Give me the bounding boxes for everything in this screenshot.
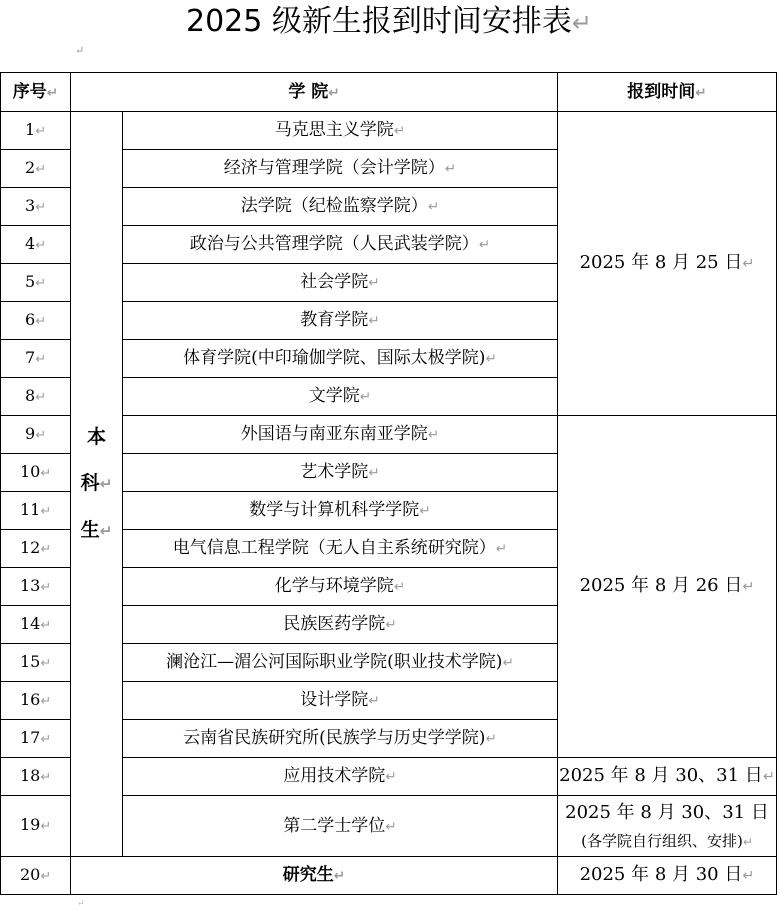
row-number: 17↵ bbox=[1, 720, 71, 758]
report-date-graduate: 2025 年 8 月 30 日↵ bbox=[558, 857, 777, 895]
row-number: 20↵ bbox=[1, 857, 71, 895]
college-name: 外国语与南亚东南亚学院↵ bbox=[123, 416, 558, 454]
table-row-graduate bbox=[1, 857, 777, 895]
college-name: 澜沧江—湄公河国际职业学院(职业技术学院)↵ bbox=[123, 644, 558, 682]
college-name: 艺术学院↵ bbox=[123, 454, 558, 492]
college-name: 教育学院↵ bbox=[123, 302, 558, 340]
row-number: 19↵ bbox=[1, 796, 71, 857]
row-number: 3↵ bbox=[1, 188, 71, 226]
row-number: 11↵ bbox=[1, 492, 71, 530]
row-number: 9↵ bbox=[1, 416, 71, 454]
row-number: 16↵ bbox=[1, 682, 71, 720]
category-undergraduate: 本 科↵ 生↵ bbox=[71, 112, 123, 857]
college-name: 电气信息工程学院（无人自主系统研究院）↵ bbox=[123, 530, 558, 568]
college-name: 体育学院(中印瑜伽学院、国际太极学院)↵ bbox=[123, 340, 558, 378]
row-number: 2↵ bbox=[1, 150, 71, 188]
college-name: 数学与计算机科学学院↵ bbox=[123, 492, 558, 530]
paragraph-mark: ↵ bbox=[75, 44, 85, 57]
row-number: 4↵ bbox=[1, 226, 71, 264]
paragraph-mark-bottom: ↵ bbox=[77, 899, 85, 909]
header-time: 报到时间↵ bbox=[558, 73, 777, 112]
college-name: 文学院↵ bbox=[123, 378, 558, 416]
header-college: 学 院↵ bbox=[71, 73, 558, 112]
row-number: 5↵ bbox=[1, 264, 71, 302]
college-name: 设计学院↵ bbox=[123, 682, 558, 720]
row-number: 1↵ bbox=[1, 112, 71, 150]
college-name: 云南省民族研究所(民族学与历史学学院)↵ bbox=[123, 720, 558, 758]
schedule-table bbox=[0, 72, 777, 895]
row-number: 12↵ bbox=[1, 530, 71, 568]
college-name: 政治与公共管理学院（人民武装学院）↵ bbox=[123, 226, 558, 264]
row-number: 7↵ bbox=[1, 340, 71, 378]
header-seq: 序号↵ bbox=[1, 73, 71, 112]
report-date-row19: 2025 年 8 月 30、31 日 (各学院自行组织、安排)↵ bbox=[558, 796, 777, 857]
row-number: 18↵ bbox=[1, 758, 71, 796]
college-name: 社会学院↵ bbox=[123, 264, 558, 302]
college-name: 民族医药学院↵ bbox=[123, 606, 558, 644]
row-number: 10↵ bbox=[1, 454, 71, 492]
row-number: 14↵ bbox=[1, 606, 71, 644]
college-name: 应用技术学院↵ bbox=[123, 758, 558, 796]
row-number: 6↵ bbox=[1, 302, 71, 340]
college-name: 第二学士学位↵ bbox=[123, 796, 558, 857]
college-name: 经济与管理学院（会计学院）↵ bbox=[123, 150, 558, 188]
header-row bbox=[1, 73, 777, 112]
college-name: 法学院（纪检监察学院）↵ bbox=[123, 188, 558, 226]
row-number: 8↵ bbox=[1, 378, 71, 416]
table-row bbox=[1, 112, 777, 150]
report-date-group1: 2025 年 8 月 25 日↵ bbox=[558, 112, 777, 416]
row19-note: (各学院自行组织、安排) bbox=[581, 831, 743, 850]
page-title: 2025 级新生报到时间安排表↵ bbox=[186, 4, 592, 39]
college-name: 化学与环境学院↵ bbox=[123, 568, 558, 606]
report-date-group2: 2025 年 8 月 26 日↵ bbox=[558, 416, 777, 758]
college-name: 马克思主义学院↵ bbox=[123, 112, 558, 150]
row-number: 15↵ bbox=[1, 644, 71, 682]
report-date-row18: 2025 年 8 月 30、31 日↵ bbox=[558, 758, 777, 796]
category-graduate: 研究生↵ bbox=[71, 857, 558, 895]
row-number: 13↵ bbox=[1, 568, 71, 606]
